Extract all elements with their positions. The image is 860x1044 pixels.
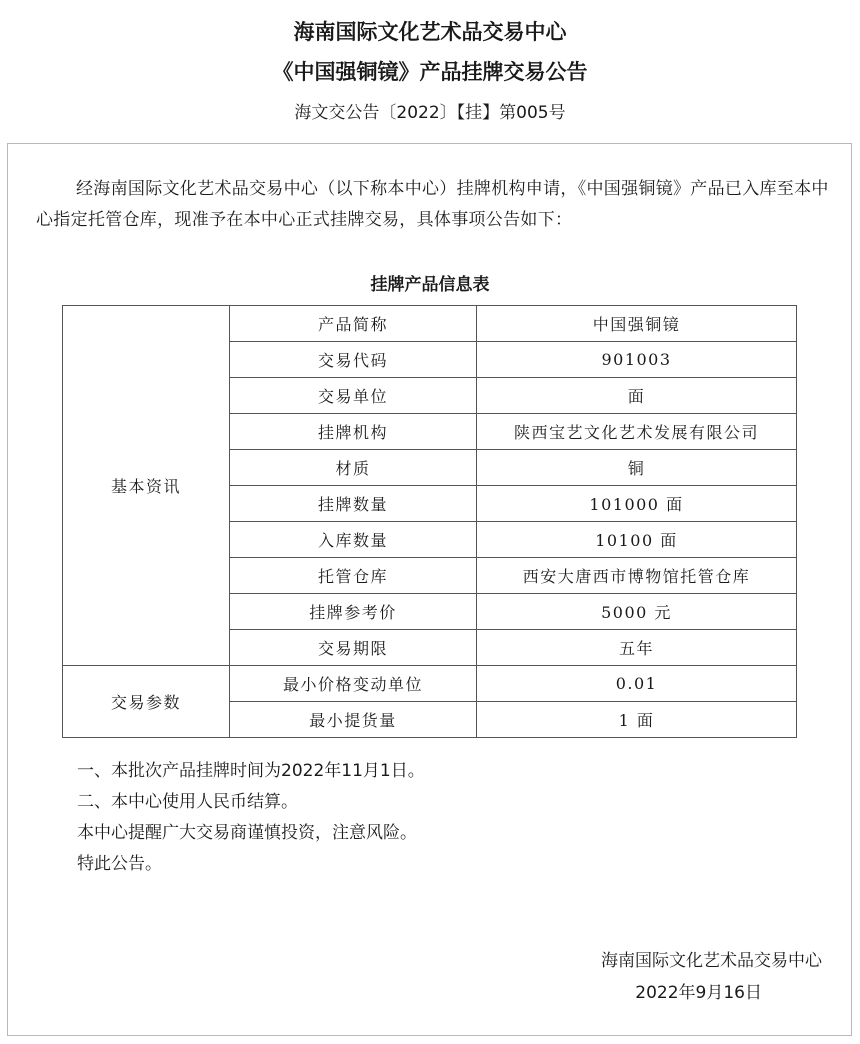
row-value: 1 面 <box>477 702 797 738</box>
row-label: 挂牌机构 <box>230 414 477 450</box>
announcement-title: 《中国强铜镜》产品挂牌交易公告 <box>272 60 588 84</box>
note-item: 二、本中心使用人民币结算。 <box>77 792 298 812</box>
intro-paragraph: 经海南国际文化艺术品交易中心（以下称本中心）挂牌机构申请，《中国强铜镜》产品已入库至本中心指定托管仓库，现准予在本中心正式挂牌交易，具体事项公告如下： <box>36 179 829 230</box>
row-label: 托管仓库 <box>230 558 477 594</box>
row-value: 0.01 <box>477 666 797 702</box>
signature-block <box>601 945 822 1009</box>
row-label: 入库数量 <box>230 522 477 558</box>
product-info-table <box>62 305 797 738</box>
row-label: 最小提货量 <box>230 702 477 738</box>
row-value: 901003 <box>477 342 797 378</box>
notes-section <box>77 756 425 880</box>
table-row <box>63 666 797 702</box>
group-basic-info: 基本资讯 <box>63 306 230 666</box>
table-row <box>63 306 797 342</box>
row-value: 陕西宝艺文化艺术发展有限公司 <box>477 414 797 450</box>
table-title: 挂牌产品信息表 <box>370 275 490 295</box>
row-label: 挂牌数量 <box>230 486 477 522</box>
announcement-org-title: 海南国际文化艺术品交易中心 <box>293 20 567 44</box>
signature-date: 2022年9月16日 <box>635 983 762 1003</box>
row-label: 交易期限 <box>230 630 477 666</box>
row-label: 交易代码 <box>230 342 477 378</box>
row-value: 西安大唐西市博物馆托管仓库 <box>477 558 797 594</box>
row-label: 产品简称 <box>230 306 477 342</box>
row-label: 最小价格变动单位 <box>230 666 477 702</box>
row-label: 挂牌参考价 <box>230 594 477 630</box>
group-trade-params: 交易参数 <box>63 666 230 738</box>
row-label: 交易单位 <box>230 378 477 414</box>
document-number: 海文交公告〔2022〕【挂】第005号 <box>294 103 566 123</box>
signature-org: 海南国际文化艺术品交易中心 <box>601 951 822 971</box>
note-item: 一、本批次产品挂牌时间为2022年11月1日。 <box>77 761 425 781</box>
row-value: 五年 <box>477 630 797 666</box>
row-value: 面 <box>477 378 797 414</box>
row-value: 10100 面 <box>477 522 797 558</box>
row-label: 材质 <box>230 450 477 486</box>
row-value: 铜 <box>477 450 797 486</box>
row-value: 101000 面 <box>477 486 797 522</box>
row-value: 中国强铜镜 <box>477 306 797 342</box>
row-value: 5000 元 <box>477 594 797 630</box>
note-item: 本中心提醒广大交易商谨慎投资，注意风险。 <box>77 823 417 843</box>
note-item: 特此公告。 <box>77 854 162 874</box>
